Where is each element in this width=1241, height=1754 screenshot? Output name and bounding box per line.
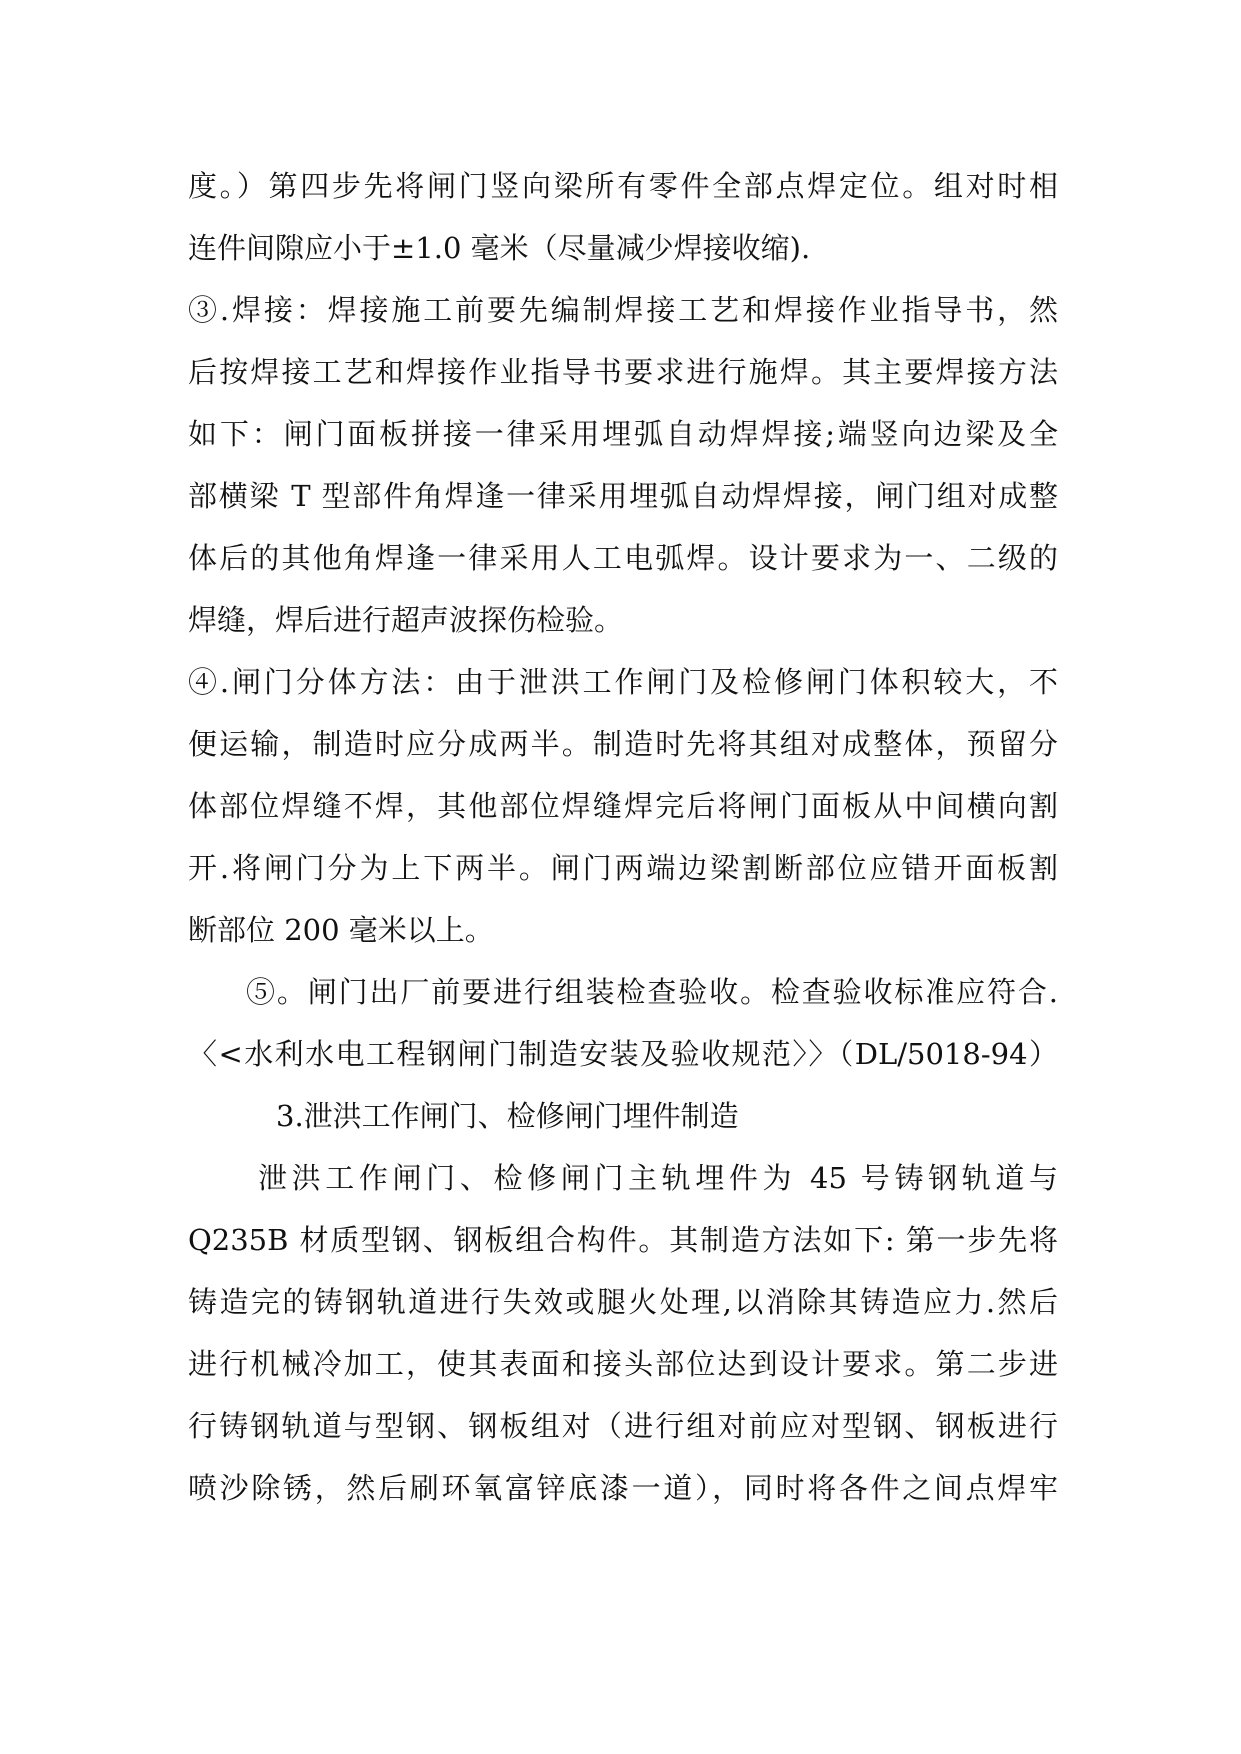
- text-line: 喷沙除锈，然后刷环氧富锌底漆一道），同时将各件之间点焊牢: [188, 1471, 1058, 1505]
- text-line: 焊缝，焊后进行超声波探伤检验。: [188, 603, 624, 637]
- text-line: 体后的其他角焊逢一律采用人工电弧焊。设计要求为一、二级的: [188, 541, 1058, 575]
- text-line: 如下：闸门面板拼接一律采用埋弧自动焊焊接;端竖向边梁及全: [188, 417, 1058, 451]
- text-line: 进行机械冷加工，使其表面和接头部位达到设计要求。第二步进: [188, 1347, 1058, 1381]
- text-line: 断部位 200 毫米以上。: [188, 913, 494, 947]
- text-line: 体部位焊缝不焊，其他部位焊缝焊完后将闸门面板从中间横向割: [188, 789, 1058, 823]
- text-line: 后按焊接工艺和焊接作业指导书要求进行施焊。其主要焊接方法: [188, 355, 1058, 389]
- text-line: 部横梁 T 型部件角焊逢一律采用埋弧自动焊焊接，闸门组对成整: [188, 479, 1058, 513]
- section-heading: 3.泄洪工作闸门、检修闸门埋件制造: [276, 1099, 739, 1133]
- body-text: [188, 155, 1058, 1519]
- text-line: 便运输，制造时应分成两半。制造时先将其组对成整体，预留分: [188, 727, 1058, 761]
- text-line: 铸造完的铸钢轨道进行失效或腿火处理,以消除其铸造应力.然后: [188, 1285, 1058, 1319]
- text-line: 行铸钢轨道与型钢、钢板组对（进行组对前应对型钢、钢板进行: [188, 1409, 1058, 1443]
- text-line: 连件间隙应小于±1.0 毫米（尽量减少焊接收缩).: [188, 231, 811, 265]
- text-line: ④.闸门分体方法：由于泄洪工作闸门及检修闸门体积较大，不: [188, 665, 1058, 699]
- text-line: 度。）第四步先将闸门竖向梁所有零件全部点焊定位。组对时相: [188, 169, 1058, 203]
- text-line: ③.焊接：焊接施工前要先编制焊接工艺和焊接作业指导书，然: [188, 293, 1058, 327]
- text-line: ⑤。闸门出厂前要进行组装检查验收。检查验收标准应符合.: [246, 975, 1058, 1009]
- text-line: 开.将闸门分为上下两半。闸门两端边梁割断部位应错开面板割: [188, 851, 1058, 885]
- text-line: Q235B 材质型钢、钢板组合构件。其制造方法如下: 第一步先将: [188, 1223, 1058, 1257]
- text-line: 〈<水利水电工程钢闸门制造安装及验收规范〉〉（DL/5018-94）: [188, 1037, 1058, 1071]
- text-line: 泄洪工作闸门、检修闸门主轨埋件为 45 号铸钢轨道与: [258, 1161, 1058, 1195]
